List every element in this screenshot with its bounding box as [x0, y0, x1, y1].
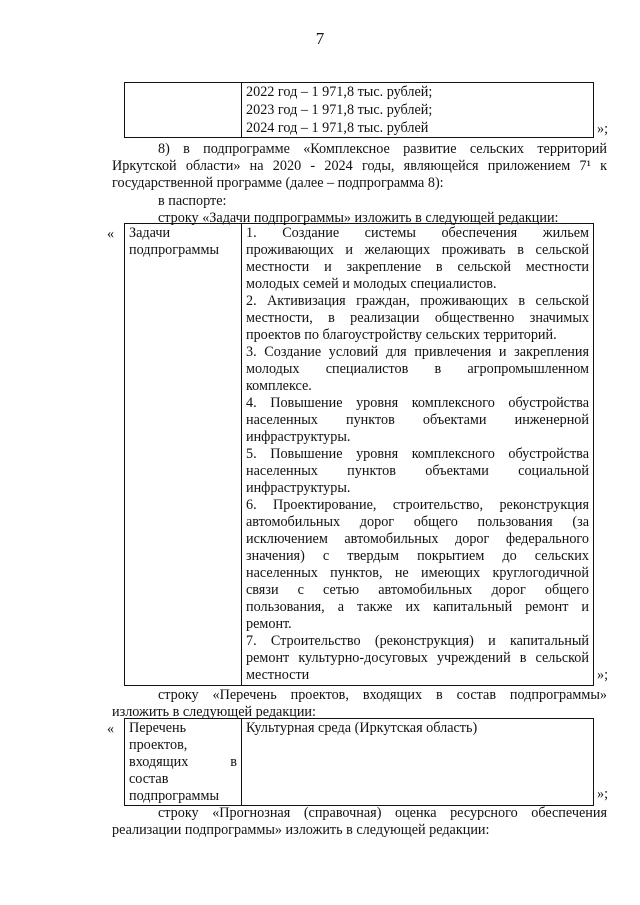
tasks-label-line: Задачи — [129, 225, 171, 241]
projects-intro-line-2: изложить в следующей редакции: — [112, 704, 316, 720]
projects-label-line: входящих в — [129, 754, 237, 770]
forecast-intro-line-1: строку «Прогнозная (справочная) оценка ресурсного обеспечения — [158, 805, 607, 821]
projects-label-cell — [125, 719, 242, 806]
task-3: 3. Создание условий для привлечения и закрепления молодых специалистов в агропромышленном комплексе. — [246, 344, 589, 394]
task-1: 1. Создание системы обеспечения жильем проживающих и желающих проживать в сельской местности и закрепление в сельской местности молодых семей и молодых специалистов. — [246, 225, 589, 292]
tasks-label-cell — [125, 224, 242, 686]
funding-close-quote: »; — [597, 121, 609, 137]
funding-row: 2023 год – 1 971,8 тыс. рублей; — [246, 102, 433, 118]
projects-value-cell — [242, 719, 594, 806]
forecast-intro-line-2: реализации подпрограммы» изложить в следующей редакции: — [112, 822, 490, 838]
funding-table — [124, 82, 594, 138]
page-number: 7 — [315, 29, 325, 48]
tasks-label-line: подпрограммы — [129, 242, 219, 258]
tasks-content-cell — [242, 224, 594, 686]
task-5: 5. Повышение уровня комплексного обустройства населенных пунктов объектами социальной инфраструктуры. — [246, 446, 589, 496]
projects-value: Культурная среда (Иркутская область) — [246, 720, 478, 736]
funding-row: 2024 год – 1 971,8 тыс. рублей — [246, 120, 429, 136]
tasks-table — [124, 223, 594, 686]
item8-line-2: Иркутской области» на 2020 - 2024 годы, являющейся приложением 7¹ к — [112, 158, 607, 174]
projects-open-quote: « — [107, 721, 115, 737]
funding-table-values — [242, 83, 594, 138]
projects-table — [124, 718, 594, 806]
tasks-intro: строку «Задачи подпрограммы» изложить в следующей редакции: — [158, 210, 559, 226]
task-7: 7. Строительство (реконструкция) и капитальный ремонт культурно-досуговых учреждений в сельской местности — [246, 633, 589, 683]
projects-close-quote: »; — [597, 786, 609, 802]
projects-label-line: проектов, — [129, 737, 188, 753]
projects-label-line: Перечень — [129, 720, 187, 736]
passport-label: в паспорте: — [158, 193, 227, 209]
tasks-open-quote: « — [107, 226, 115, 242]
funding-table-empty-cell — [125, 83, 242, 138]
item8-line-1: 8) в подпрограмме «Комплексное развитие сельских территорий — [158, 141, 607, 157]
projects-label-line: состав — [129, 771, 169, 787]
task-4: 4. Повышение уровня комплексного обустройства населенных пунктов объектами инженерной инфраструктуры. — [246, 395, 589, 445]
projects-label-line: подпрограммы — [129, 788, 219, 804]
projects-intro-line-1: строку «Перечень проектов, входящих в состав подпрограммы» — [158, 687, 607, 703]
item8-line-3: государственной программе (далее – подпрограмма 8): — [112, 175, 444, 191]
task-6: 6. Проектирование, строительство, реконструкция автомобильных дорог общего пользования (за исключением автомобильных дорог федерального значения) с твердым покрытием до сельских населенных пунктов, не имеющих круглогодичной связи с сетью автомобильных дорог общего пользования, а также их капитальный ремонт и ремонт. — [246, 497, 589, 632]
task-2: 2. Активизация граждан, проживающих в сельской местности, в реализации общественно значимых проектов по благоустройству сельских территорий. — [246, 293, 589, 343]
tasks-close-quote: »; — [597, 667, 609, 683]
funding-row: 2022 год – 1 971,8 тыс. рублей; — [246, 84, 433, 100]
